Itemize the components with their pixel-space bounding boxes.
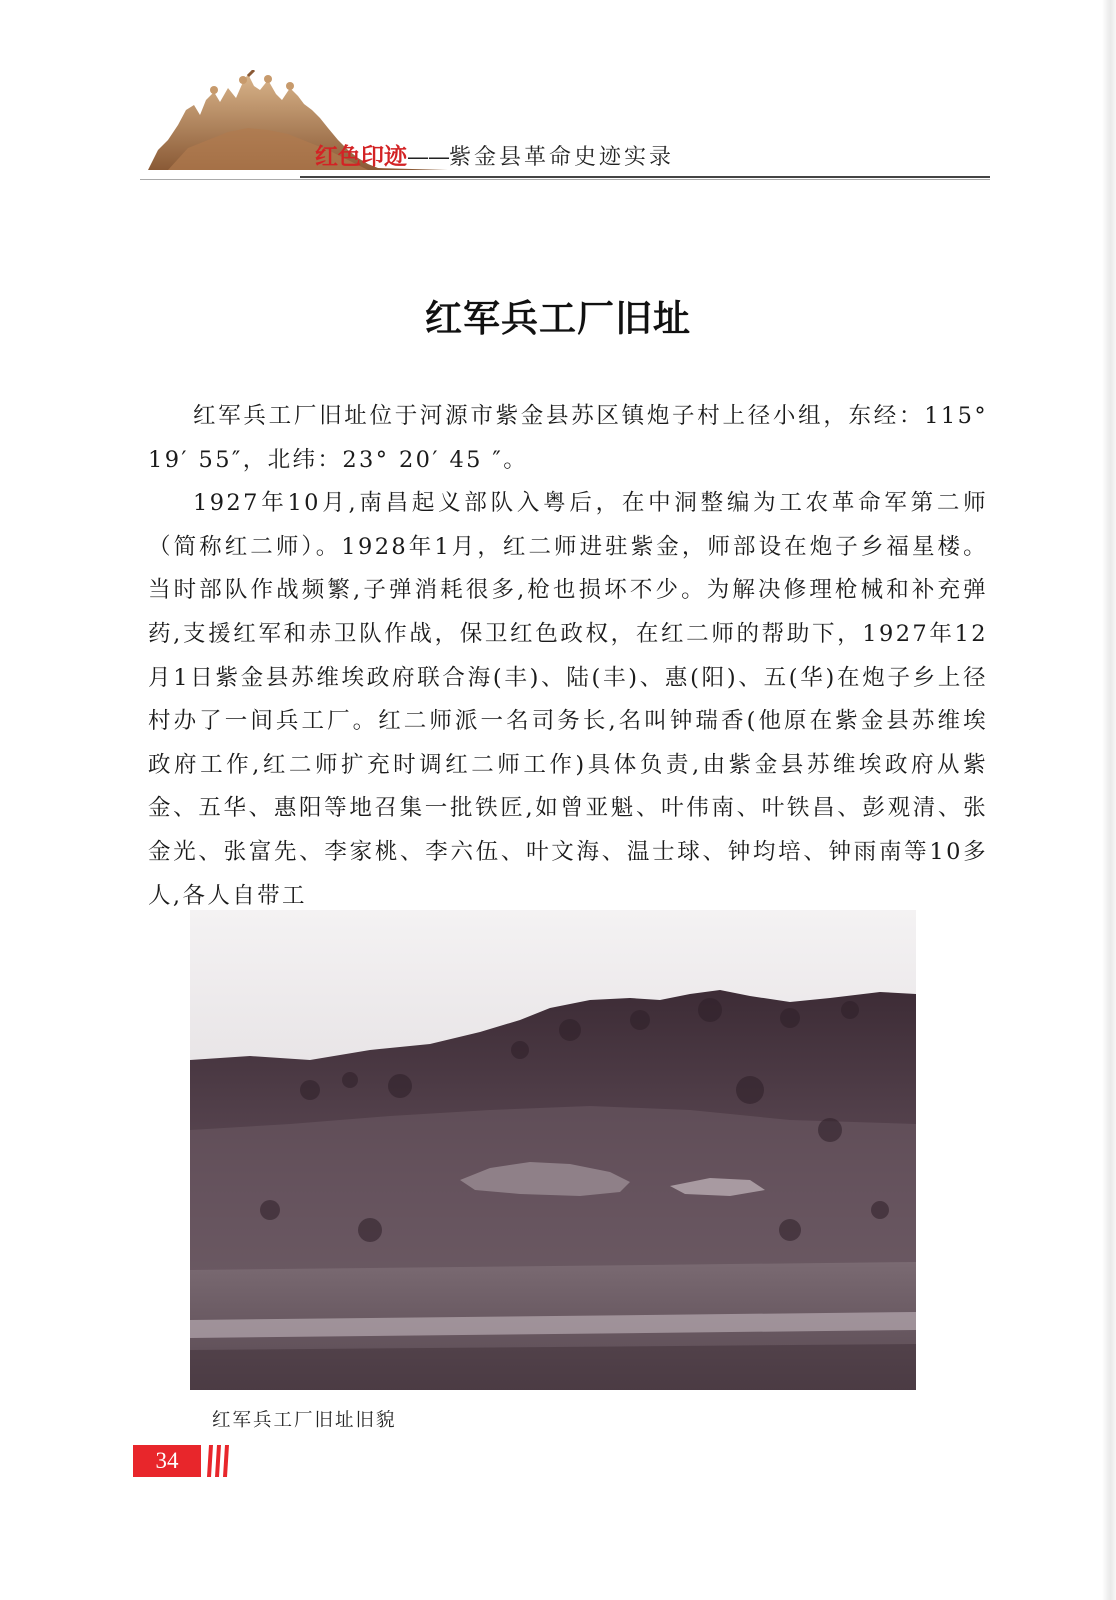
- article-body: [148, 395, 988, 918]
- article-title: 红军兵工厂旧址: [425, 297, 691, 340]
- page-number: 34: [133, 1445, 201, 1477]
- page-number-bars-icon: [207, 1445, 233, 1477]
- photo-caption: 红军兵工厂旧址旧貌: [212, 1410, 397, 1431]
- paragraph-1: 红军兵工厂旧址位于河源市紫金县苏区镇炮子村上径小组，东经：115° 19′ 55″，北纬：23° 20′ 45 ″。: [148, 403, 988, 473]
- header-rule-thin: [140, 179, 990, 180]
- historical-photo: [190, 910, 916, 1390]
- header-rule: [300, 176, 990, 178]
- running-header: [140, 60, 990, 185]
- page-edge: [1102, 0, 1116, 1600]
- paragraph-2: 1927年10月,南昌起义部队入粤后，在中洞整编为工农革命军第二师（简称红二师）。1928年1月，红二师进驻紫金，师部设在炮子乡福星楼。当时部队作战频繁,子弹消耗很多,枪也损坏不少。为解决修理枪械和补充弹药,支援红军和赤卫队作战，保卫红色政权，在红二师的帮助下，1927年12月1日紫金县苏维埃政府联合海(丰)、陆(丰)、惠(阳)、五(华)在炮子乡上径村办了一间兵工厂。红二师派一名司务长,名叫钟瑞香(他原在紫金县苏维埃政府工作,红二师扩充时调红二师工作)具体负责,由紫金县苏维埃政府从紫金、五华、惠阳等地召集一批铁匠,如曾亚魁、叶伟南、叶铁昌、彭观清、张金光、张富先、李家桃、李六伍、叶文海、温士球、钟均培、钟雨南等10多人,各人自带工: [148, 490, 988, 909]
- header-subtitle: 紫金县革命史迹实录: [449, 145, 675, 170]
- header-title: [315, 138, 674, 171]
- header-brand: 红色印迹: [315, 144, 407, 170]
- header-dash: ——: [407, 145, 449, 170]
